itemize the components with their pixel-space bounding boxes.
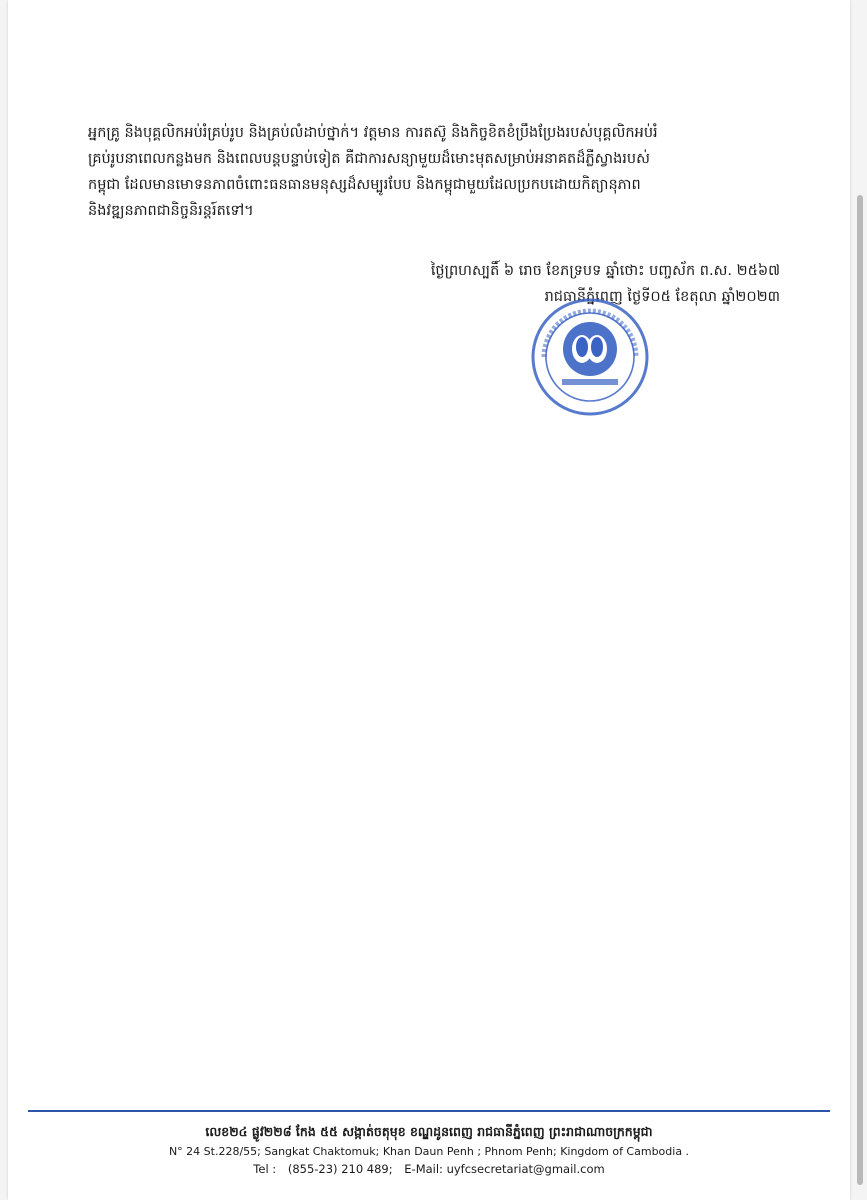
email-text: E-Mail: uyfcsecretariat@gmail.com — [404, 1162, 605, 1176]
official-seal-icon — [530, 297, 650, 417]
scrollbar[interactable] — [857, 195, 863, 1185]
body-paragraph — [88, 120, 808, 224]
footer-divider — [28, 1110, 830, 1112]
tel-label: Tel : — [253, 1162, 277, 1176]
tel-value: (855-23) 210 489; — [287, 1162, 393, 1176]
footer-contact — [8, 1162, 850, 1176]
footer-address-english: N° 24 St.228/55; Sangkat Chaktomuk; Khan Daun Penh ; Phnom Penh; Kingdom of Cambodia . — [168, 1145, 690, 1158]
footer-address-khmer: លេខ២៤ ផ្លូវ២២៨ កែង ៥៥ សង្កាត់ចតុមុខ ខណ្ឌដូនពេញ រាជធានីភ្នំពេញ ព្រះរាជាណាចក្រកម្ពុជា — [205, 1124, 653, 1139]
lunar-date: ថ្ងៃព្រហស្បតិ៍ ៦ រោច ខែភទ្របទ ឆ្នាំថោះ បញ្ចស័ក ព.ស. ២៥៦៧ — [430, 263, 780, 279]
body-line: អ្នកគ្រូ និងបុគ្គលិកអប់រំគ្រប់រូប និងគ្រប់លំដាប់ថ្នាក់។ វត្តមាន ការតស៊ូ និងកិច្ចខិតខំប្រឹងប្រែងរបស់បុគ្គលិកអប់រំ — [88, 125, 658, 141]
document-page — [8, 0, 850, 1200]
body-line: គ្រប់រូបនាពេលកន្លងមក និងពេលបន្តបន្ទាប់ទៀត គឺជាការសន្យាមួយដ៏មោះមុតសម្រាប់អនាគតដ៏ភ្លឺស្វាងរបស់ — [88, 151, 650, 167]
solar-date: រាជធានីភ្នំពេញ ថ្ងៃទី០៥ ខែតុលា ឆ្នាំ២០២៣ — [544, 289, 780, 305]
body-line: និងវឌ្ឍនភាពជានិច្ចនិរន្តរ៍តទៅ។ — [88, 203, 254, 219]
body-line: កម្ពុជា ដែលមានមោទនភាពចំពោះធនធានមនុស្សដ៏សម្បូរបែប និងកម្ពុជាមួយដែលប្រកបដោយកិត្យានុភាព — [88, 177, 641, 193]
